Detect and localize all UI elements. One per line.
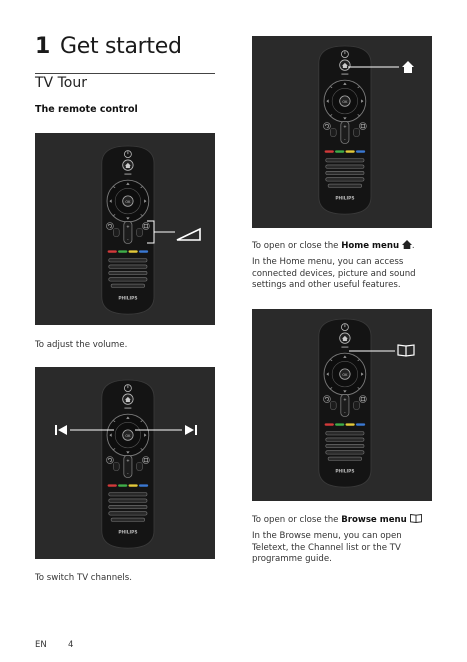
chapter-heading — [35, 34, 182, 59]
caption-browse — [252, 514, 437, 527]
remote-image-volume — [35, 133, 215, 325]
chapter-number: 1 — [35, 34, 51, 59]
caption-browse-body: In the Browse menu, you can open Teletext, the Channel list or the TV programme guide. — [252, 531, 402, 564]
remote-control-illustration — [252, 36, 432, 228]
book-icon — [398, 345, 414, 356]
caption-home-body: In the Home menu, you can access connected devices, picture and sound settings and other useful features. — [252, 257, 416, 290]
section-rule — [35, 73, 215, 74]
remote-control — [319, 319, 371, 487]
remote-control — [102, 146, 154, 314]
caption-home-bold: Home menu — [341, 241, 400, 251]
section-title: TV Tour — [35, 75, 87, 91]
caption-browse-bold: Browse menu — [341, 515, 407, 525]
caption-browse-prefix: To open or close the — [252, 515, 342, 525]
remote-control — [102, 380, 154, 548]
caption-channels: To switch TV channels. — [35, 573, 133, 583]
caption-home: To open or close the Home menu . — [252, 241, 415, 251]
skip-previous-icon — [55, 425, 67, 435]
footer-page-number: 4 — [68, 640, 74, 650]
remote-control-illustration — [252, 309, 432, 501]
remote-control-illustration — [35, 133, 215, 325]
chapter-title: Get started — [60, 34, 182, 59]
footer-language: EN — [35, 640, 47, 650]
home-inline-icon — [402, 240, 412, 249]
remote-image-home — [252, 36, 432, 228]
home-icon — [402, 61, 414, 73]
subheading: The remote control — [35, 104, 138, 115]
volume-wedge-icon — [177, 229, 200, 240]
remote-control-illustration — [35, 367, 215, 559]
caption-home-prefix: To open or close the — [252, 241, 342, 251]
caption-volume: To adjust the volume. — [35, 340, 128, 350]
remote-image-channels — [35, 367, 215, 559]
skip-next-icon — [185, 425, 197, 435]
remote-control — [319, 46, 371, 214]
book-inline-icon — [410, 514, 422, 523]
remote-image-browse — [252, 309, 432, 501]
